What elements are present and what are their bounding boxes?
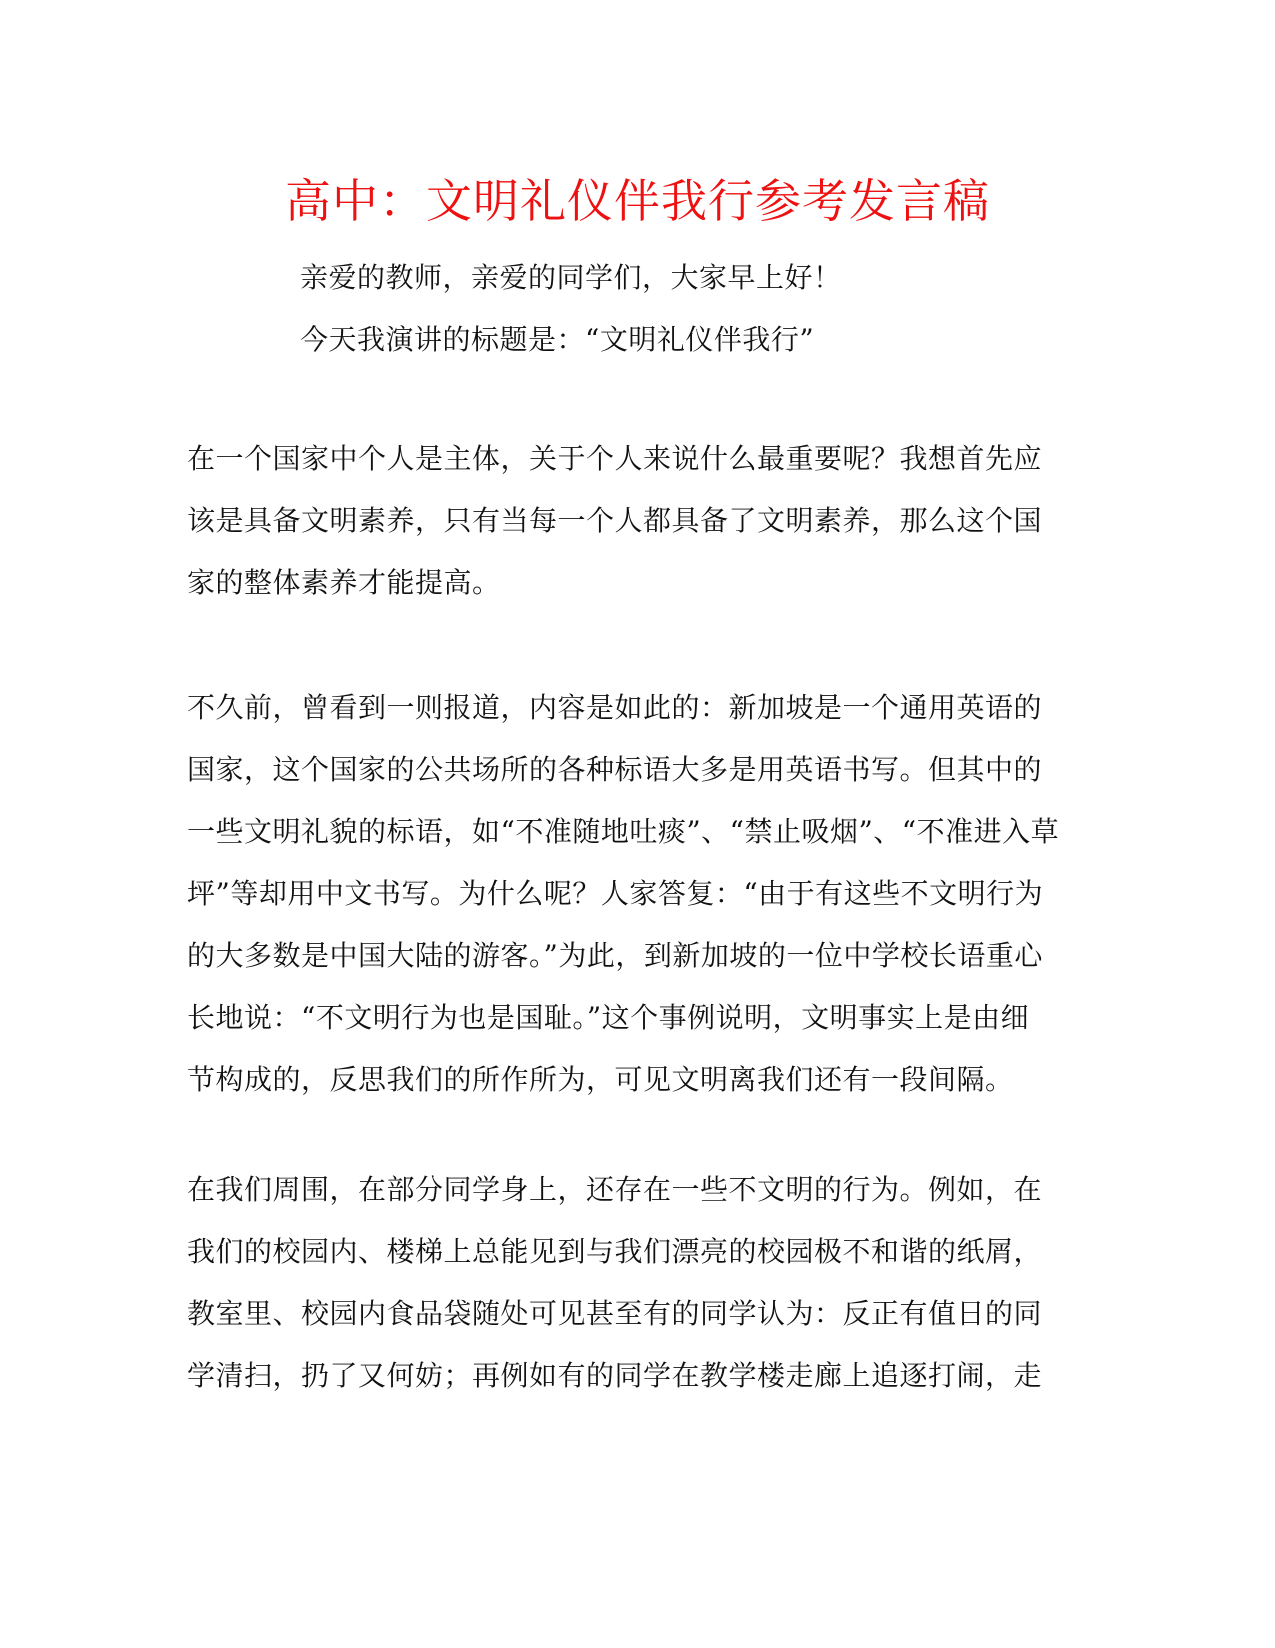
paragraph-line: 不久前，曾看到一则报道，内容是如此的：新加坡是一个通用英语的	[187, 691, 1043, 724]
paragraph-1	[187, 439, 1087, 625]
paragraph-line: 长地说：“不文明行为也是国耻。”这个事例说明，文明事实上是由细	[187, 1001, 1030, 1034]
paragraph-line: 教室里、校园内食品袋随处可见甚至有的同学认为：反正有值日的同	[187, 1297, 1043, 1330]
paragraph-line: 在我们周围，在部分同学身上，还存在一些不文明的行为。例如，在	[187, 1173, 1043, 1206]
paragraph-line: 家的整体素养才能提高。	[187, 566, 501, 599]
greeting-line: 亲爱的教师，亲爱的同学们，大家早上好！	[300, 261, 842, 294]
paragraph-line: 一些文明礼貌的标语，如“不准随地吐痰”、“禁止吸烟”、“不准进入草	[187, 815, 1060, 848]
paragraph-line: 我们的校园内、楼梯上总能见到与我们漂亮的校园极不和谐的纸屑，	[187, 1235, 1043, 1268]
paragraph-line: 学清扫，扔了又何妨；再例如有的同学在教学楼走廊上追逐打闹，走	[187, 1359, 1043, 1392]
paragraph-line: 坪”等却用中文书写。为什么呢？人家答复：“由于有这些不文明行为	[187, 877, 1044, 910]
paragraph-line: 节构成的，反思我们的所作所为，可见文明离我们还有一段间隔。	[187, 1063, 1014, 1096]
paragraph-line: 在一个国家中个人是主体，关于个人来说什么最重要呢？我想首先应	[187, 442, 1043, 475]
paragraph-line: 该是具备文明素养，只有当每一个人都具备了文明素养，那么这个国	[187, 504, 1043, 537]
paragraph-3	[187, 1170, 1087, 1418]
paragraph-2	[187, 688, 1087, 1122]
paragraph-line: 的大多数是中国大陆的游客。”为此，到新加坡的一位中学校长语重心	[187, 939, 1043, 972]
paragraph-line: 国家，这个国家的公共场所的各种标语大多是用英语书写。但其中的	[187, 753, 1043, 786]
speech-topic-line: 今天我演讲的标题是：“文明礼仪伴我行”	[300, 323, 815, 356]
document-title: 高中：文明礼仪伴我行参考发言稿	[285, 174, 990, 228]
